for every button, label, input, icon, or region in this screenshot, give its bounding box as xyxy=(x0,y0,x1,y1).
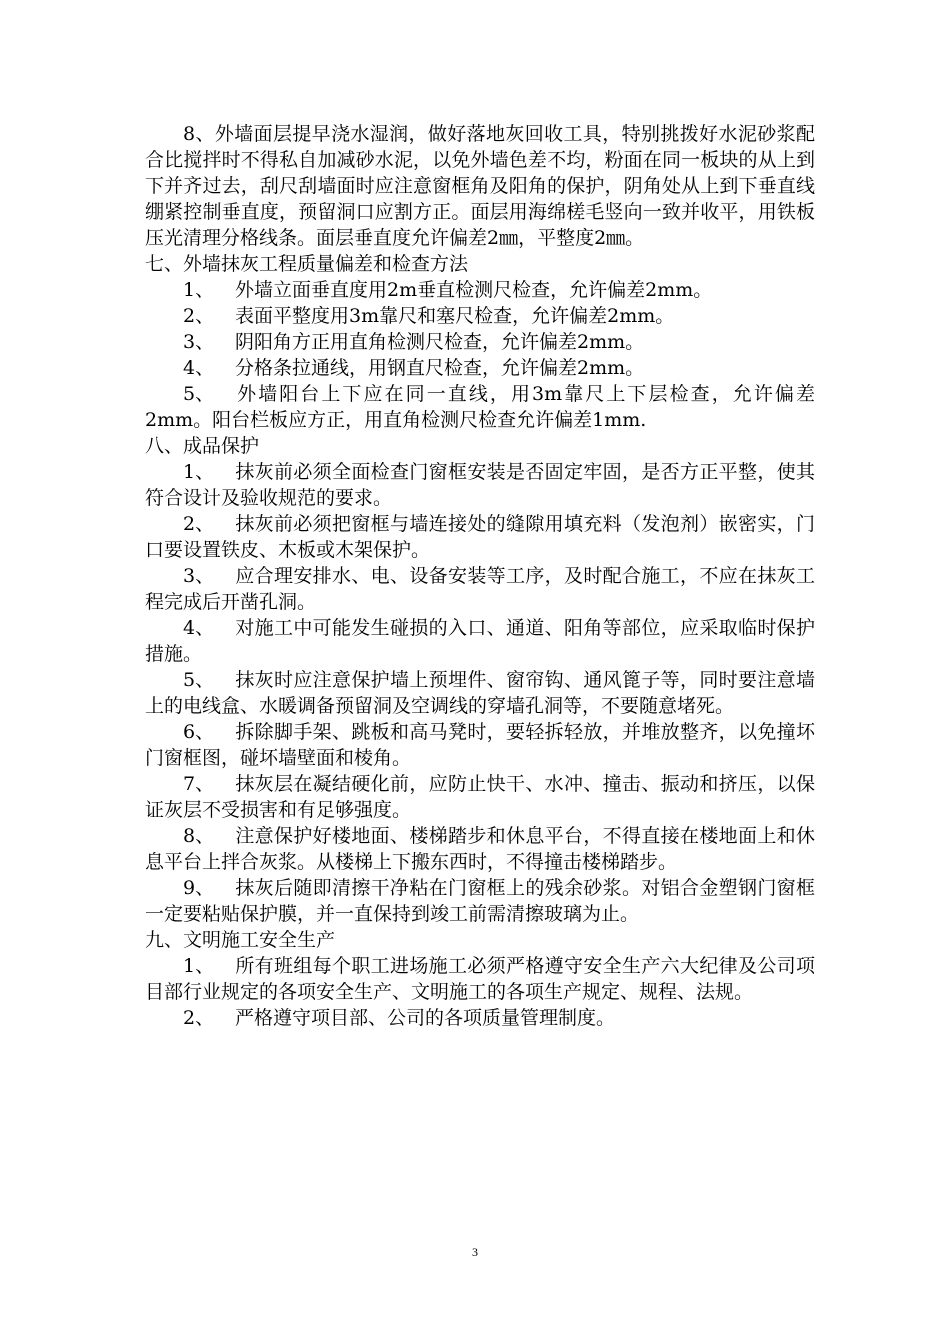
item-text: 严格遵守项目部、公司的各项质量管理制度。 xyxy=(235,1007,616,1029)
item-text: 分格条拉通线，用钢直尺检查，允许偏差2mm。 xyxy=(235,357,645,379)
section-heading-9: 九、文明施工安全生产 xyxy=(145,929,336,951)
list-item xyxy=(145,563,815,615)
document-body xyxy=(145,121,815,1031)
item-number: 3、 xyxy=(183,331,215,353)
list-item xyxy=(145,381,815,433)
list-item xyxy=(145,719,815,771)
item-text: 抹灰前必须全面检查门窗框安装是否固定牢固，是否方正平整，使其符合设计及验收规范的要求。 xyxy=(145,461,815,509)
item-text: 应合理安排水、电、设备安装等工序，及时配合施工，不应在抹灰工程完成后开凿孔洞。 xyxy=(145,565,815,613)
item-number: 8、 xyxy=(183,825,215,847)
list-item xyxy=(145,667,815,719)
item-number: 5、 xyxy=(183,669,215,691)
item-text: 抹灰层在凝结硬化前，应防止快干、水冲、撞击、振动和挤压，以保证灰层不受损害和有足够强度。 xyxy=(145,773,815,821)
list-item xyxy=(145,329,815,355)
list-item xyxy=(145,1005,815,1031)
section-heading-7: 七、外墙抹灰工程质量偏差和检查方法 xyxy=(145,253,469,275)
item-text: 抹灰时应注意保护墙上预埋件、窗帘钩、通风篦子等，同时要注意墙上的电线盒、水暖调备预留洞及空调线的穿墙孔洞等，不要随意堵死。 xyxy=(145,669,815,717)
list-item xyxy=(145,511,815,563)
item-text: 所有班组每个职工进场施工必须严格遵守安全生产六大纪律及公司项目部行业规定的各项安全生产、文明施工的各项生产规定、规程、法规。 xyxy=(145,955,815,1003)
list-item xyxy=(145,303,815,329)
item-number: 4、 xyxy=(183,617,215,639)
section-8-list xyxy=(145,459,815,927)
item-number: 1、 xyxy=(183,279,215,301)
item-number: 4、 xyxy=(183,357,215,379)
item-text: 抹灰后随即清擦干净粘在门窗框上的残余砂浆。对铝合金塑钢门窗框一定要粘贴保护膜，并一直保持到竣工前需清擦玻璃为止。 xyxy=(145,877,815,925)
item-number: 5、 xyxy=(183,383,215,405)
intro-paragraph: 8、外墙面层提早浇水湿润，做好落地灰回收工具，特别挑拨好水泥砂浆配合比搅拌时不得私自加减砂水泥，以免外墙色差不均，粉面在同一板块的从上到下并齐过去，刮尺刮墙面时应注意窗框角及阳角的保护，阴角处从上到下垂直线绷紧控制垂直度，预留洞口应割方正。面层用海绵槎毛竖向一致并收平，用铁板压光清理分格线条。面层垂直度允许偏差2㎜，平整度2㎜。 xyxy=(145,123,815,249)
item-number: 1、 xyxy=(183,955,215,977)
item-text: 外墙立面垂直度用2m垂直检测尺检查，允许偏差2mm。 xyxy=(235,279,713,301)
list-item xyxy=(145,771,815,823)
section-9-list xyxy=(145,953,815,1031)
list-item xyxy=(145,823,815,875)
item-number: 2、 xyxy=(183,1007,215,1029)
item-number: 1、 xyxy=(183,461,215,483)
item-text: 对施工中可能发生碰损的入口、通道、阳角等部位，应采取临时保护措施。 xyxy=(145,617,815,665)
list-item xyxy=(145,875,815,927)
item-text: 阴阳角方正用直角检测尺检查，允许偏差2mm。 xyxy=(235,331,645,353)
list-item xyxy=(145,459,815,511)
section-7-list xyxy=(145,277,815,433)
section-heading-8: 八、成品保护 xyxy=(145,435,260,457)
item-text: 表面平整度用3m靠尺和塞尺检查，允许偏差2mm。 xyxy=(235,305,675,327)
item-number: 2、 xyxy=(183,513,215,535)
list-item xyxy=(145,953,815,1005)
page-number: 3 xyxy=(472,1245,478,1259)
list-item xyxy=(145,355,815,381)
item-text: 拆除脚手架、跳板和高马凳时，要轻拆轻放，并堆放整齐，以免撞坏门窗框图，碰坏墙壁面和棱角。 xyxy=(145,721,815,769)
list-item xyxy=(145,615,815,667)
item-number: 2、 xyxy=(183,305,215,327)
item-number: 6、 xyxy=(183,721,215,743)
item-text: 抹灰前必须把窗框与墙连接处的缝隙用填充料（发泡剂）嵌密实，门口要设置铁皮、木板或木架保护。 xyxy=(145,513,815,561)
item-text: 外墙阳台上下应在同一直线，用3m靠尺上下层检查，允许偏差2mm。阳台栏板应方正，用直角检测尺检查允许偏差1mm. xyxy=(145,383,815,431)
list-item xyxy=(145,277,815,303)
item-text: 注意保护好楼地面、楼梯踏步和休息平台，不得直接在楼地面上和休息平台上拌合灰浆。从楼梯上下搬东西时，不得撞击楼梯踏步。 xyxy=(145,825,815,873)
item-number: 7、 xyxy=(183,773,215,795)
item-number: 9、 xyxy=(183,877,215,899)
item-number: 3、 xyxy=(183,565,215,587)
